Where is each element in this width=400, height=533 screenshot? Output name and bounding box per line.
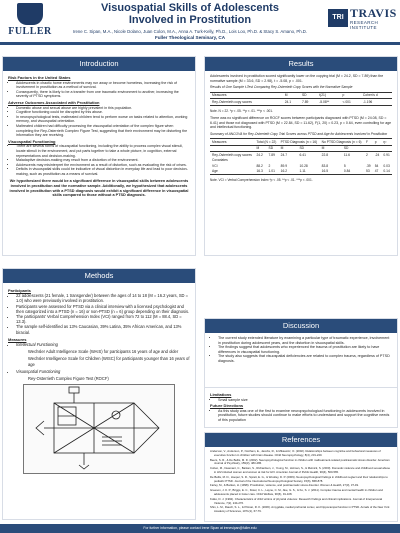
future-list [210, 409, 392, 423]
wasi-text: Wechsler Adult Intelligence Scale (WAIS) for participants 16 years of age and older [28, 349, 179, 355]
table-cell: 1.11 [299, 169, 306, 173]
table-header-cell: No PTSD Diagnosis (n = 6) [321, 139, 362, 144]
list-item: • The participants' Verbal Comprehension Index (VCI) ranged from 72 to 112 (M = 88.4, SD = 13.3). [16, 314, 190, 324]
table-cell: 16.3 [256, 169, 263, 173]
poster-affiliation: Fuller Theological Seminary, CA [154, 35, 226, 40]
table2-note: Note. VCI = Verbal Comprehension Index *p < .05. **p < .01. ***p < .001. [210, 178, 313, 182]
table-header-cell: η² [383, 139, 387, 144]
discussion-heading: Discussion [205, 319, 397, 333]
table-cell: 0.03 [383, 163, 390, 168]
table-header-cell: Total (N = 22) [256, 139, 277, 144]
table-cell: 83.8 [321, 163, 329, 168]
measures-heading: Measures [8, 336, 27, 342]
results-heading: Results [205, 57, 397, 71]
list-item: • Maltreated children had difficulty processing the visuospatial orientation of the complex figure when completing the Rey-Osterrieth Complex Figure Test, suggesting that their environment may be distorting the information they are receiving. [16, 124, 190, 138]
table-cell: .39 [366, 163, 371, 168]
table-cell: -1.196 [362, 99, 373, 104]
ace-heading: Adverse Outcomes Associated with Prostitution [8, 99, 100, 105]
discussion-list [210, 336, 392, 364]
tri-mark-icon: TRI [328, 9, 348, 27]
table-header-cell: SD [343, 146, 349, 150]
table-header-cell: p [374, 139, 377, 144]
table-header-cell: p [342, 93, 345, 97]
travis-logo-name: TRAVIS [350, 6, 397, 20]
ace-list [8, 106, 190, 138]
rcft-text: Rey-Osterrieth Complex Figure Test (ROCF) [28, 376, 109, 382]
table-header-cell: M [280, 146, 284, 150]
list-item: • Maladaptive decision-making may result from a distortion of the environment. [16, 158, 190, 163]
table-header-cell: F [366, 139, 369, 144]
reference-item: De Bellis, M. D., Hooper, S. R., Spratt, E. G., & Woolley, D. P. (2009). Neuropsychological findings in childhood neglect and their relationships to pediatric PTSD. Journal of the International Neuropsychological Society, 15(6), 868-878. [210, 474, 388, 483]
table-cell: 22.8 [321, 152, 329, 157]
table-cell: 5 [343, 163, 346, 168]
table-cell: Age [212, 169, 218, 173]
list-item: • Adolescents may misinterpret the environment as a result of distortion, such as evaluating the risk of crises. [16, 163, 190, 168]
list-item: • Deficits in visuospatial skills could be indicative of visual distortion in everyday life and lead to poor decision-making, such as prostitution as a means of survival. [16, 167, 190, 176]
risk-heading: Risk Factors in the United States [8, 75, 71, 80]
list-item: • As this study was one of the first to examine neuropsychological functioning in adolescents involved in prostitution, future studies should continue to make efforts to understand and support the cognitive needs of this population [218, 409, 392, 423]
list-item: • Adolescents in chaotic home environments may run away or become homeless, increasing the risk of involvement in prostitution as a method of survival. [16, 81, 190, 90]
table-cell: 7.89 [301, 99, 309, 104]
title-block [60, 2, 320, 41]
table-cell: 16.5 [321, 169, 329, 173]
table-cell: 88.2 [256, 163, 263, 168]
references-panel [204, 432, 398, 522]
measures-list-2 [8, 369, 190, 374]
list-item: • The findings suggest that adolescents who experienced the trauma of prostitution are likely to have differences in visuospatial functioning. [218, 345, 392, 354]
introduction-heading: Introduction [3, 57, 195, 71]
wisc-text: Wechsler Intelligence Scale for Children (WISC) for participants younger than 16 years of age [28, 356, 190, 367]
reference-item: Greeson, J. K. P., Briggs, E. C., Kisiel, C. L., Layne, C. M., Ake, G. S., & Ko, S. J. (2011). Complex trauma and mental health in children and adolescents placed in foster care. Child Welfare, 90(6), 91-108. [210, 488, 383, 496]
limitations-heading: Limitations [210, 392, 232, 397]
rey-figure-drawing [24, 385, 172, 471]
table-cell: 2 [268, 163, 271, 168]
table-header-cell: SD [299, 146, 305, 150]
risk-list [8, 81, 190, 99]
discussion-panel [204, 318, 398, 388]
list-item [16, 342, 190, 347]
table-cell: 2 [366, 152, 368, 157]
table-cell: VCI [212, 163, 218, 168]
limitations-list [210, 398, 392, 403]
travis-logo-sub: RESEARCH INSTITUTE [350, 20, 379, 30]
reference-item: Shin, L. M., Rauch, S. L., & Pitman, R. K. (2006). Amygdala, medial prefrontal cortex, and hippocampal function in PTSD. Annals of the New York Academy of Sciences, 1071(1), 67-79. [210, 505, 390, 514]
table-cell: Rey-Osterrieth copy scores [212, 99, 252, 104]
list-item: • In neuropsychological tests, maltreated children tend to perform worse on tasks related to attention, working memory, and visuospatial orientation. [16, 115, 190, 124]
participants-list [8, 293, 190, 335]
introduction-panel [2, 56, 196, 256]
table-cell: 6.41 [299, 152, 306, 157]
table-header-cell: M [256, 146, 260, 150]
table-cell: 1.01 [268, 169, 275, 173]
poster-authors: Irene C. Sipan, M.A., Nicole Dolano, Juan Colon, M.A., Anna A. Turk-Kelly, Ph.D., Lois Loo, Ph.D. & Stacy S. Amano, Ph.D. [72, 29, 308, 34]
list-item: • The current study extended literature by examining a particular type of traumatic experience, involvement in prostitution during adolescent years, and the distortion in visuospatial skills. [218, 336, 392, 345]
participants-heading: Participants [8, 288, 31, 293]
table-row [210, 169, 392, 175]
reference-item: Farley, M., & Barkan, H. (1998). Prostitution, violence, and posttraumatic stress disorder. Women & Health, 27(3), 37-49. [210, 483, 359, 488]
table-cell: 89.9 [280, 163, 288, 168]
table-cell: .24 [374, 152, 380, 157]
list-item: • Small sample size [218, 398, 392, 403]
future-heading: Future Directions [210, 403, 244, 409]
visuospatial-list [8, 144, 190, 176]
table-header-cell: t(21) [319, 93, 326, 97]
table2 [210, 138, 392, 175]
table-row [210, 99, 392, 106]
list-item: • Domestic abuse and sexual abuse are highly prevalent in this population. [16, 106, 190, 111]
header-rule [0, 42, 400, 45]
table-cell: 0.14 [383, 169, 390, 173]
table-header-cell: M [321, 146, 325, 150]
rey-complex-figure [23, 384, 175, 474]
methods-panel [2, 268, 196, 520]
contact-footer: For further information, please contact Irene Sipan at irenesipan@fuller.edu [0, 524, 400, 533]
travis-logo [328, 6, 396, 32]
visuospatial-label: Visuospatial Functioning [16, 368, 61, 374]
table-cell: 11.6 [343, 152, 351, 157]
table2-caption: Summary of ANCOVA for Rey-Osterrieth Copy Trial Scores across PTSD and Age for Adolescents Involved in Prostitution [210, 131, 388, 136]
references-heading: References [205, 433, 397, 447]
reference-item: Kolko, D. J. (1992). Characteristics of child victims of physical violence: Research findings and clinical implications. Journal of Interpersonal Violence, 7(2), 244-276. [210, 496, 383, 505]
table-cell: 7.89 [268, 152, 275, 157]
fuller-logo [4, 3, 56, 39]
table-header-cell: M [284, 93, 288, 97]
measures-list [8, 342, 190, 347]
table-header-cell: PTSD Diagnosis (n = 16) [280, 139, 318, 144]
table-cell: 24.1 [284, 99, 292, 104]
fuller-logo-text: FULLER [8, 26, 52, 37]
list-item: • Cognitive functioning could be disrupted by this abuse. [16, 110, 190, 115]
table-cell: 24.2 [256, 152, 263, 157]
table-cell: 24.7 [280, 152, 288, 157]
list-item: • The sample self-identified as 13% Caucasian, 39% Latina, 35% African American, and 13% biracial. [16, 324, 190, 334]
table-cell: -5.08** [319, 99, 330, 104]
table-cell: Rey-Osterrieth copy scores [212, 152, 252, 157]
methods-heading: Methods [3, 269, 195, 283]
table-cell: <.001 [342, 99, 351, 104]
reference-item: Beers, S. R., & De Bellis, M. D. (2002). Neuropsychological function in children with maltreatment-related posttraumatic stress disorder. American Journal of Psychiatry, 159(3), 483-486. [210, 457, 390, 466]
table-header-cell: Measures [212, 93, 227, 97]
list-item [16, 369, 190, 374]
table-header-cell: SD [268, 146, 274, 150]
table-cell: Covariates [212, 158, 228, 162]
discussion-extra-panel [204, 388, 398, 428]
results-panel [204, 56, 398, 256]
intellectual-label: Intellectual Functioning [16, 342, 58, 348]
table-cell: 53 [366, 169, 370, 173]
reference-item: Cohen, M., Deamant, C., Barkan, S., Richardson, J., Young, M., Holman, S., & Melnick, S. (2000). Domestic violence and childhood sexual abuse in HIV-infected women and women at risk for HIV. American Journal of Public Health, 90(4), 560-565. [210, 466, 391, 474]
table1 [210, 92, 392, 106]
table-header-cell: Measures [212, 139, 227, 144]
fuller-shield-icon [17, 3, 43, 25]
table-header-cell: SD [301, 93, 307, 97]
table-cell: 54 [374, 163, 379, 168]
list-item: • Consequently, there is likely to be a transfer from one traumatic environment to another, increasing the severity of PTSD symptoms. [16, 90, 190, 99]
list-item: • 22 adolescents (21 female, 1 transgender) between the ages of 14 to 18 (M = 16.2 years, SD = 1.0) who were previously involved in prostitution. [16, 293, 190, 303]
visuospatial-heading: Visuospatial Functioning [8, 138, 56, 144]
table-cell: 16.2 [280, 169, 288, 173]
list-item: • The study also suggests that visuospatial deficiencies are related to complex trauma, regardless of PTSD diagnosis. [218, 354, 392, 363]
poster-header [0, 0, 400, 42]
table-cell: 10.28 [299, 163, 308, 168]
results-paragraph-2: There was no significant difference on ROCF scores between participants diagnosed with PTSD (M = 24.08, SD = 6.41) and those not diagnosed with PTSD (M = 22.84, SD = 11.62), F(1, 20) = 0.23, p = 0.64, even controlling for age and intellectual functioning. [210, 116, 392, 129]
list-item: • Participants were assessed for PTSD via a clinical interview with a licensed psychologist and then categorized into a PTSD (n = 16) or non-PTSD (n = 6) group depending on their diagnosis. [16, 304, 190, 314]
table-header-cell: Cohen's d [362, 93, 378, 97]
table1-note: Note. N = 22. *p < .05. **p < .01. ***p < .001. [210, 108, 273, 113]
table-cell: 0.91 [383, 152, 390, 157]
table-cell: 47 [374, 169, 379, 173]
poster-title-line1: Visuospatial Skills of Adolescents [101, 2, 279, 14]
results-paragraph-1: Adolescents involved in prostitution scored significantly lower on the copying trial (M = 24.2, SD = 7.89) than the normative sample (M = 33.6, SD = 2.98), t = -5.08, p = .001. [210, 74, 384, 83]
table1-caption: Results of One Sample t-Test Comparing Rey-Osterrieth Copy Scores with the Normative Sample [210, 85, 353, 89]
hypothesis-text: We hypothesized there would be a significant difference in visuospatial skills between adolescents involved in prostitution and the normative sample. Additionally, we hypothesized that adolescents involved in prostitution with a PTSD diagnosis would exhibit a significant difference in visuospatial skills compared to those without a PTSD diagnosis. [9, 179, 189, 198]
poster-title-line2: Involved in Prostitution [128, 14, 252, 26]
reference-item: Anderson, V., Anderson, P., Northam, E., Jacobs, R., & Mikiewicz, O. (2002). Relationships between cognitive and behavioral measures of executive function in children with brain disease. Child Neuropsychology, 8(4), 231-240. [210, 449, 381, 457]
list-item: • There are several forms of visuospatial functioning, including the ability to process complex visual stimuli, locate stimuli in the environment, and put parts together to take a whole picture, in cognition, external representations and decision-making. [16, 144, 190, 158]
table-cell: 0.84 [343, 169, 351, 173]
